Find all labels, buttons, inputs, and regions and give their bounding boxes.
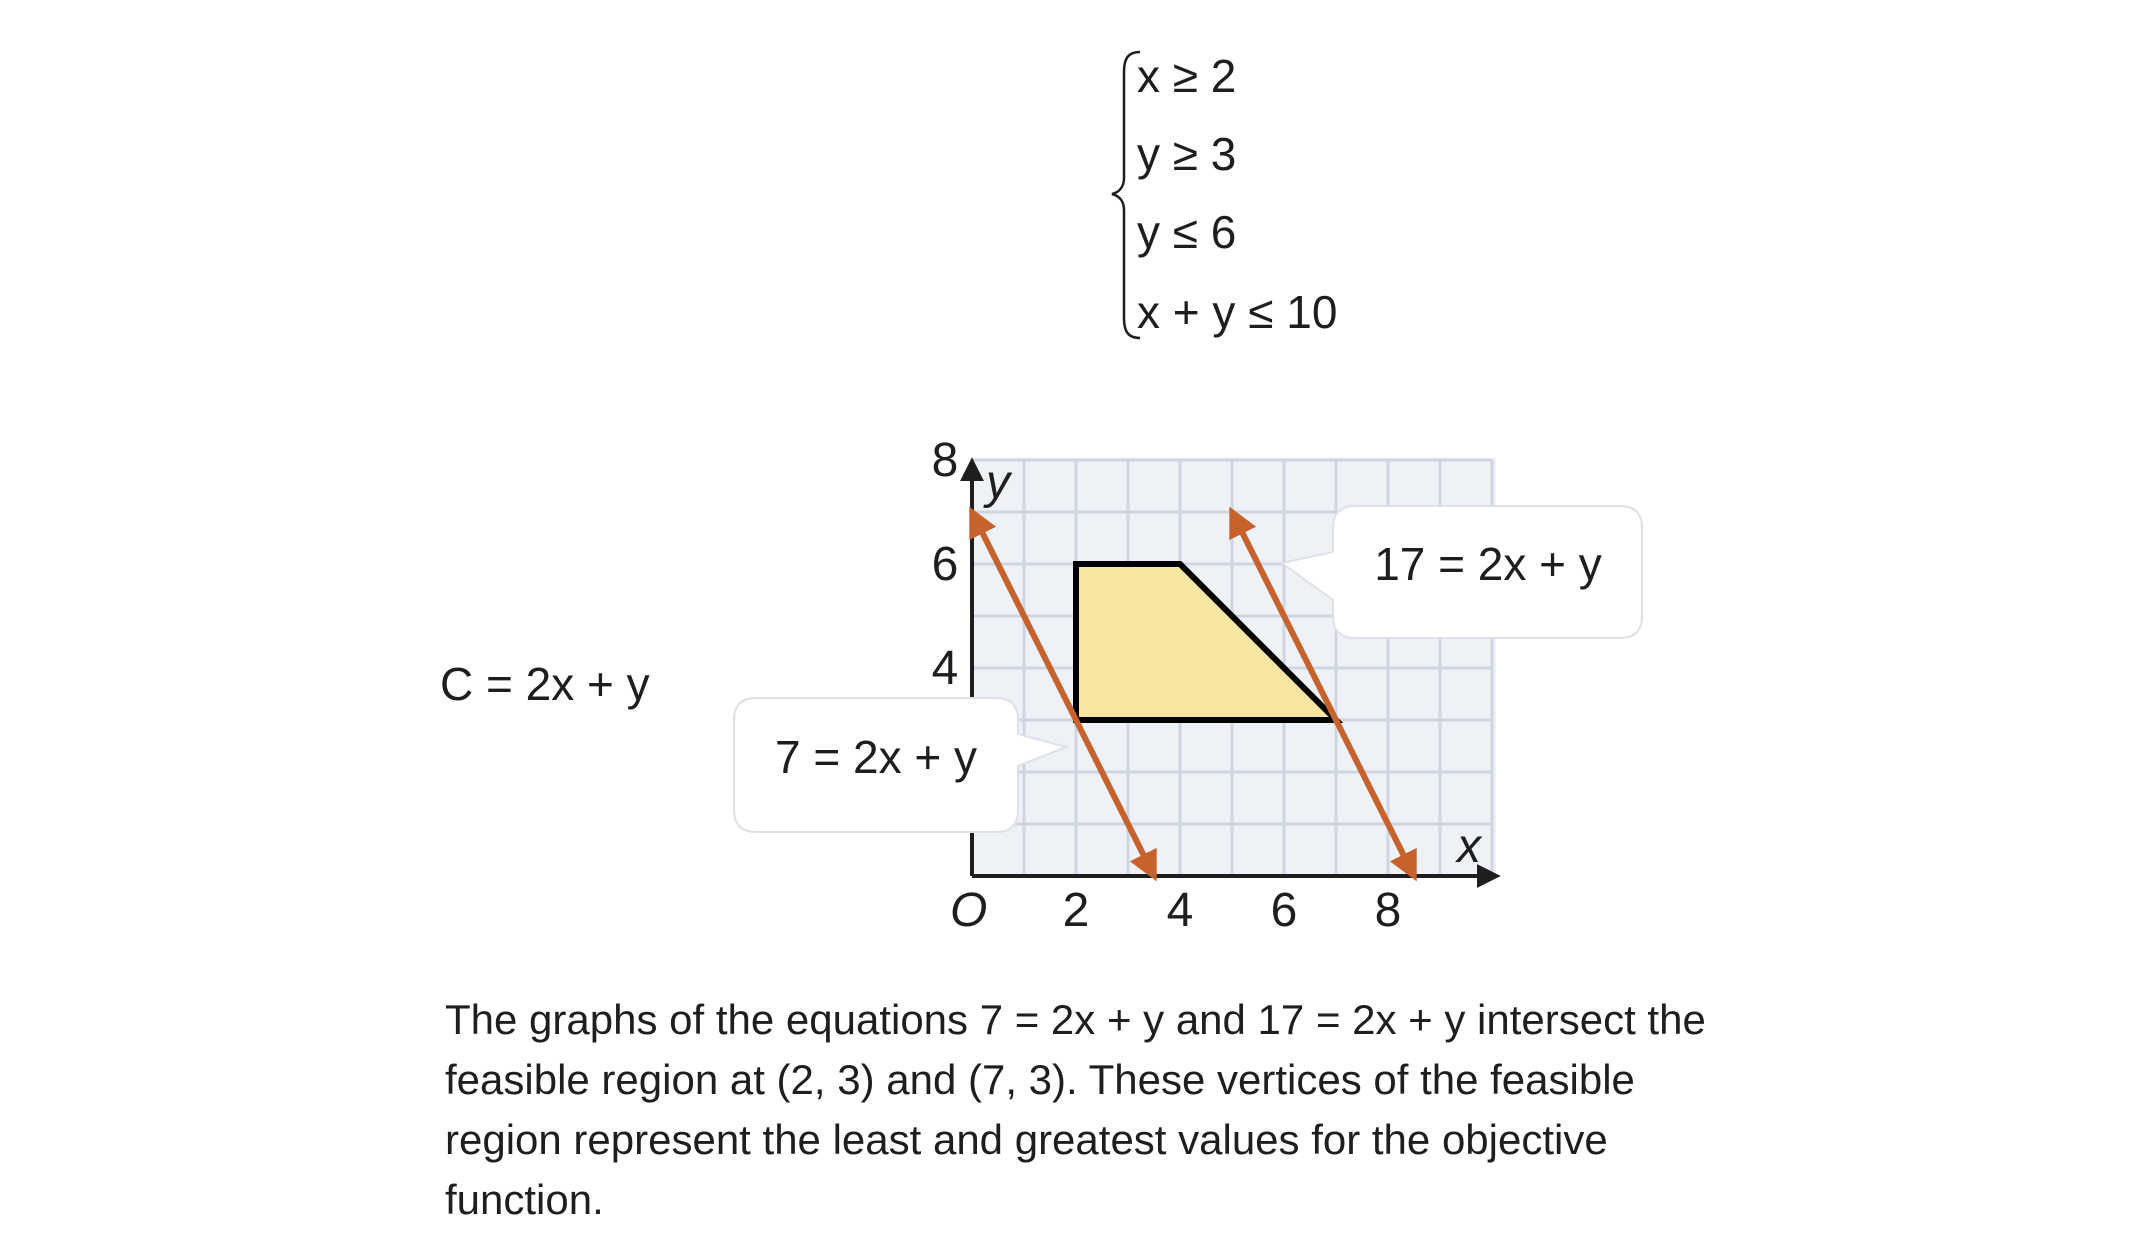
y-axis-label: y	[986, 456, 1010, 509]
x-tick-4: 4	[1166, 884, 1194, 937]
inequality-system	[1112, 50, 1337, 338]
y-tick-6: 6	[931, 538, 959, 591]
inequality-1: x ≥ 2	[1137, 50, 1237, 102]
system-brace	[1112, 52, 1140, 338]
objective-function: C = 2x + y	[440, 658, 650, 710]
y-tick-4: 4	[931, 642, 959, 695]
callout-line-17	[1282, 506, 1642, 638]
callout-line-7	[734, 698, 1066, 832]
callout-17-label: 17 = 2x + y	[1374, 538, 1602, 590]
inequality-3: y ≤ 6	[1137, 206, 1237, 258]
coordinate-graph	[734, 434, 1642, 937]
x-axis-label: x	[1457, 820, 1481, 873]
explanation-paragraph: The graphs of the equations 7 = 2x + y and 17 = 2x + y intersect the feasible region at (2, 3) and (7, 3). These vertices of the feasible region represent the least and greatest values for the objective function.	[445, 996, 1706, 1223]
inequality-4: x + y ≤ 10	[1137, 286, 1338, 338]
origin-label: O	[950, 884, 988, 937]
x-tick-8: 8	[1374, 884, 1402, 937]
callout-7-label: 7 = 2x + y	[774, 731, 978, 783]
x-tick-6: 6	[1270, 884, 1298, 937]
x-tick-2: 2	[1062, 884, 1090, 937]
inequality-2: y ≥ 3	[1137, 128, 1237, 180]
y-tick-8: 8	[931, 434, 959, 487]
